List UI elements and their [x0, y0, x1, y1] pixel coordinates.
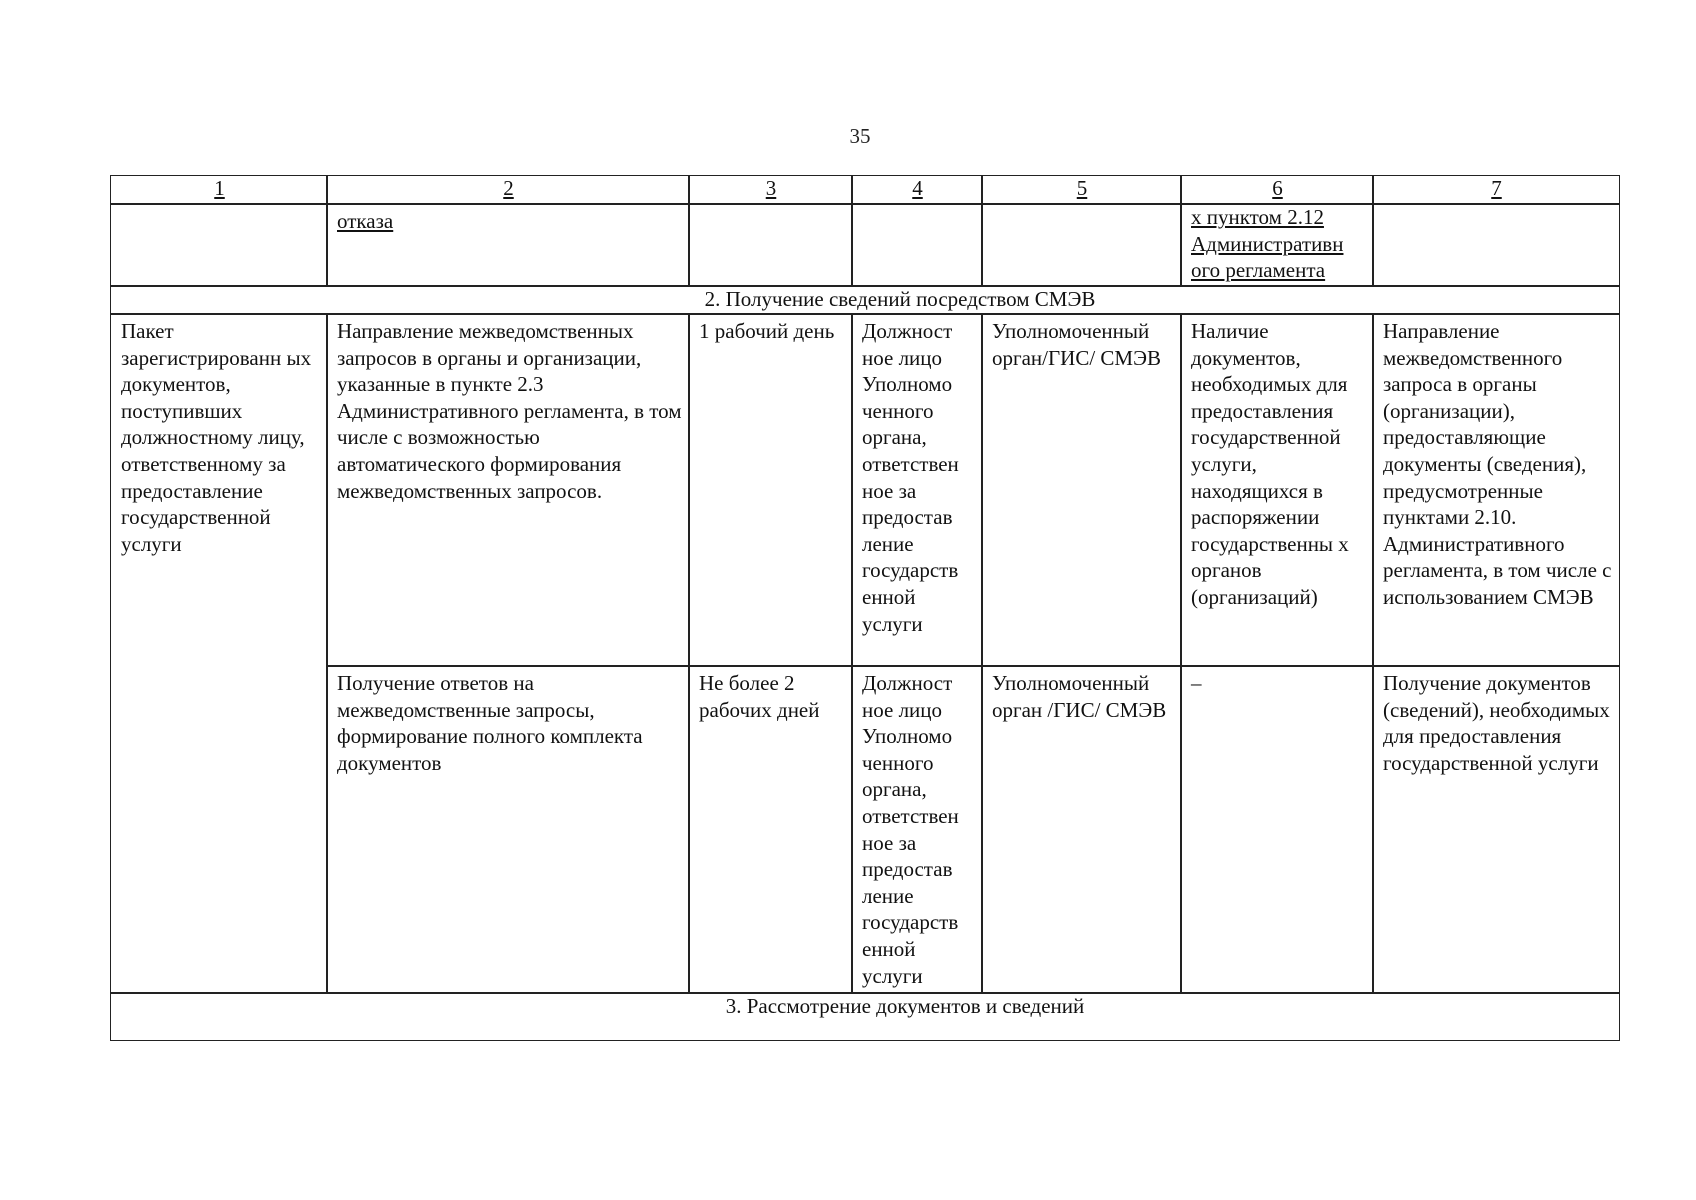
row2-system: Уполномоченный орган /ГИС/ СМЭВ [981, 665, 1182, 994]
row2-result: Получение документов (сведений), необходимых для предоставления государственной услуги [1372, 665, 1620, 994]
header-col-6: 6 [1180, 175, 1374, 205]
section-3-heading: 3. Рассмотрение документов и сведений [110, 992, 1620, 1041]
row1-responsible: Должност ное лицо Уполномо ченного органа, ответствен ное за предостав ление государств енной услуги [851, 313, 983, 667]
row2-action: Получение ответов на межведомственные запросы, формирование полного комплекта документов [326, 665, 690, 994]
row1-duration: 1 рабочий день [688, 313, 853, 667]
procedure-table [110, 175, 1620, 1041]
header-col-4: 4 [851, 175, 983, 205]
row2-duration: Не более 2 рабочих дней [688, 665, 853, 994]
section-2-heading: 2. Получение сведений посредством СМЭВ [110, 285, 1620, 315]
continued-col-2: отказа [326, 203, 690, 287]
row-input-package: Пакет зарегистрированн ых документов, поступивших должностному лицу, ответственному за предоставление государственной услуги [110, 313, 328, 994]
row1-result: Направление межведомственного запроса в органы (организации), предоставляющие документы (сведения), предусмотренные пунктами 2.10. Административного регламента, в том числе с использованием СМЭВ [1372, 313, 1620, 667]
header-col-1: 1 [110, 175, 328, 205]
header-col-3: 3 [688, 175, 853, 205]
continued-col-7 [1372, 203, 1620, 287]
continued-col-5 [981, 203, 1182, 287]
continued-col-3 [688, 203, 853, 287]
continued-col-6: х пунктом 2.12 Административн ого регламента [1180, 203, 1374, 287]
header-col-5: 5 [981, 175, 1182, 205]
header-col-7: 7 [1372, 175, 1620, 205]
continued-col-1 [110, 203, 328, 287]
row2-criteria: – [1180, 665, 1374, 994]
row1-action: Направление межведомственных запросов в органы и организации, указанные в пункте 2.3 Административного регламента, в том числе с возможностью автоматического формирования межведомственных запросов. [326, 313, 690, 667]
page-number: 35 [849, 124, 871, 148]
row1-criteria: Наличие документов, необходимых для предоставления государственной услуги, находящихся в распоряжении государственны х органов (организаций) [1180, 313, 1374, 667]
row1-system: Уполномоченный орган/ГИС/ СМЭВ [981, 313, 1182, 667]
continued-col-4 [851, 203, 983, 287]
header-col-2: 2 [326, 175, 690, 205]
row2-responsible: Должност ное лицо Уполномо ченного органа, ответствен ное за предостав ление государств енной услуги [851, 665, 983, 994]
